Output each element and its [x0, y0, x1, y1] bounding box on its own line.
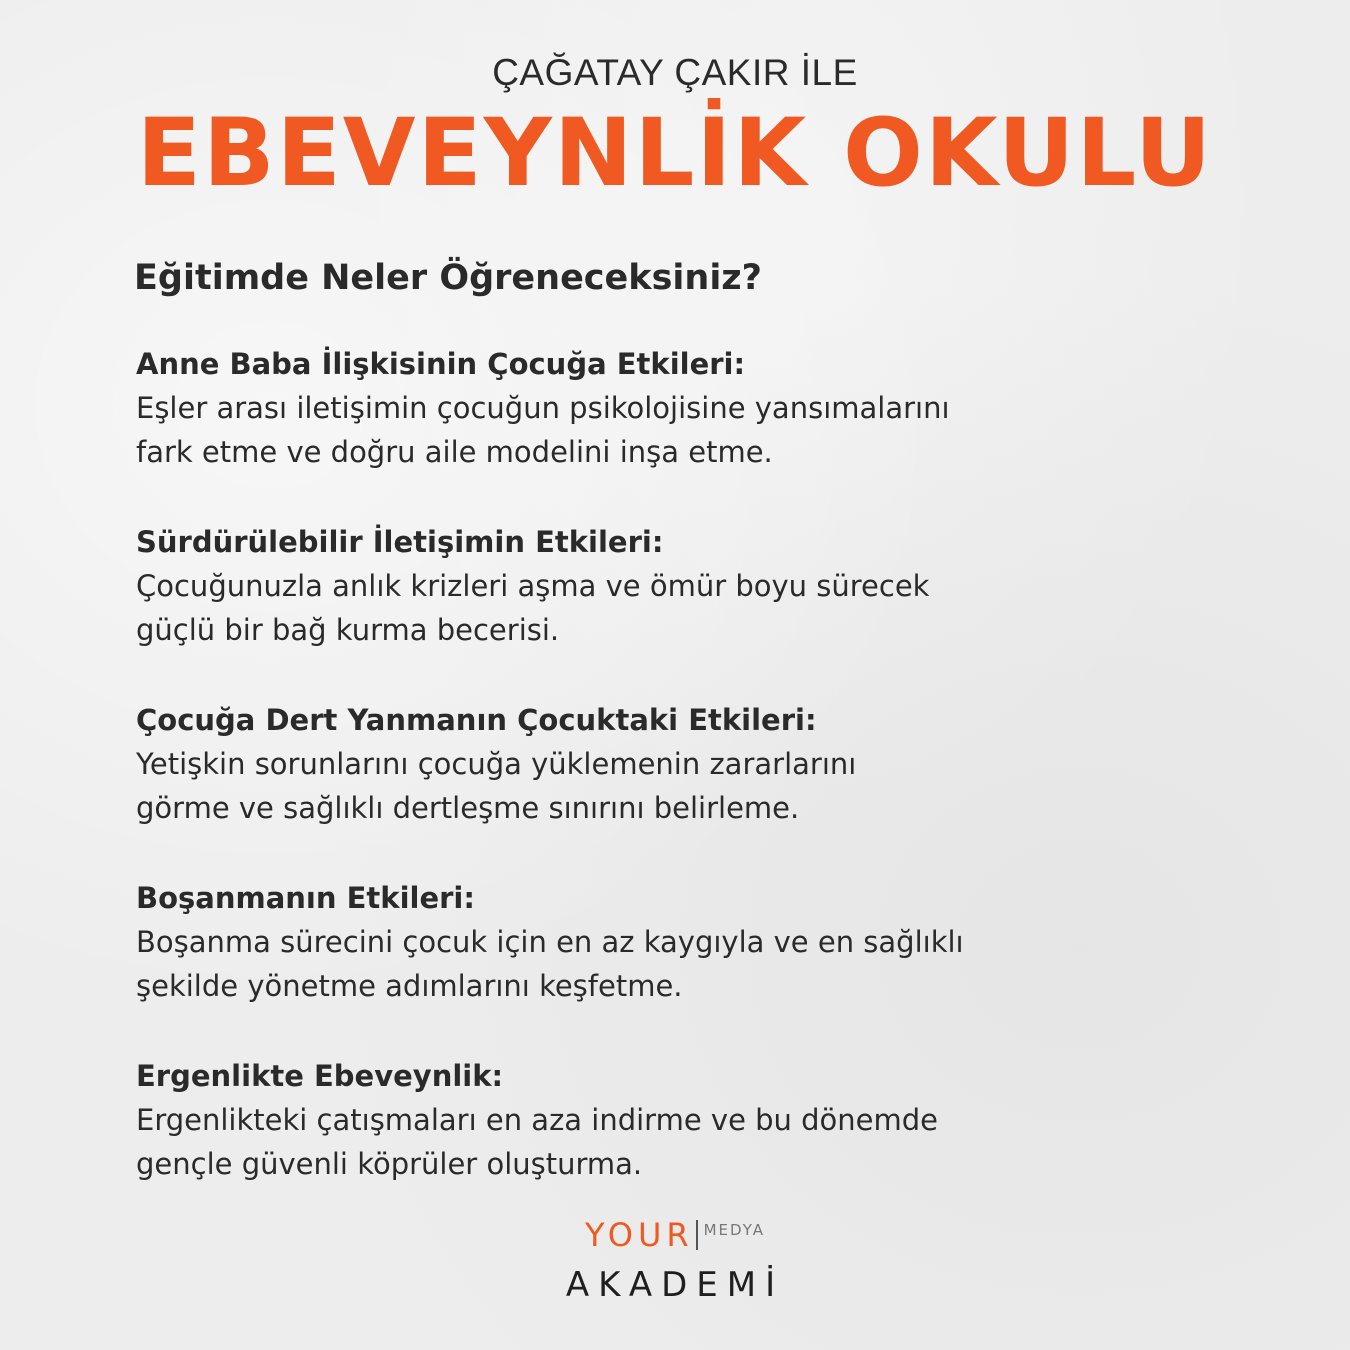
topic-title: Çocuğa Dert Yanmanın Çocuktaki Etkileri: [136, 703, 817, 737]
topic-item [136, 1054, 1216, 1186]
topic-item [136, 698, 1216, 830]
topic-item [136, 876, 1216, 1008]
topic-description-line: şekilde yönetme adımlarını keşfetme. [136, 969, 683, 1003]
header-subtitle: ÇAĞATAY ÇAKIR İLE [492, 52, 858, 93]
logo-brand-text: YOUR [584, 1216, 694, 1254]
topic-description-line: gençle güvenli köprüler oluşturma. [136, 1147, 643, 1181]
topic-title: Ergenlikte Ebeveynlik: [136, 1059, 504, 1093]
logo-divider [696, 1220, 698, 1250]
topic-description-line: Yetişkin sorunlarını çocuğa yüklemenin zararlarını [136, 747, 857, 781]
topic-description-line: güçlü bir bağ kurma becerisi. [136, 613, 560, 647]
topic-item [136, 520, 1216, 652]
main-title: EBEVEYNLİK OKULU [136, 99, 1214, 208]
logo-sub-brand-text: MEDYA [703, 1221, 766, 1239]
brand-logo [0, 1215, 1350, 1305]
topic-description-line: fark etme ve doğru aile modelini inşa etme. [136, 435, 773, 469]
logo-wordmark [585, 1215, 765, 1255]
topic-description-line: Çocuğunuzla anlık krizleri aşma ve ömür boyu sürecek [136, 569, 930, 603]
topic-title: Boşanmanın Etkileri: [136, 881, 475, 915]
topic-title: Anne Baba İlişkisinin Çocuğa Etkileri: [136, 347, 746, 381]
topic-description-line: Ergenlikteki çatışmaları en aza indirme ve bu dönemde [136, 1103, 939, 1137]
topic-description-line: görme ve sağlıklı dertleşme sınırını belirleme. [136, 791, 800, 825]
topic-description-line: Boşanma sürecini çocuk için en az kaygıyla ve en sağlıklı [136, 925, 964, 959]
section-heading: Eğitimde Neler Öğreneceksiniz? [134, 258, 762, 298]
logo-name: AKADEMİ [565, 1265, 785, 1305]
topic-description-line: Eşler arası iletişimin çocuğun psikolojisine yansımalarını [136, 391, 950, 425]
topic-item [136, 342, 1216, 474]
topic-title: Sürdürülebilir İletişimin Etkileri: [136, 525, 664, 559]
topic-list [136, 342, 1216, 1232]
